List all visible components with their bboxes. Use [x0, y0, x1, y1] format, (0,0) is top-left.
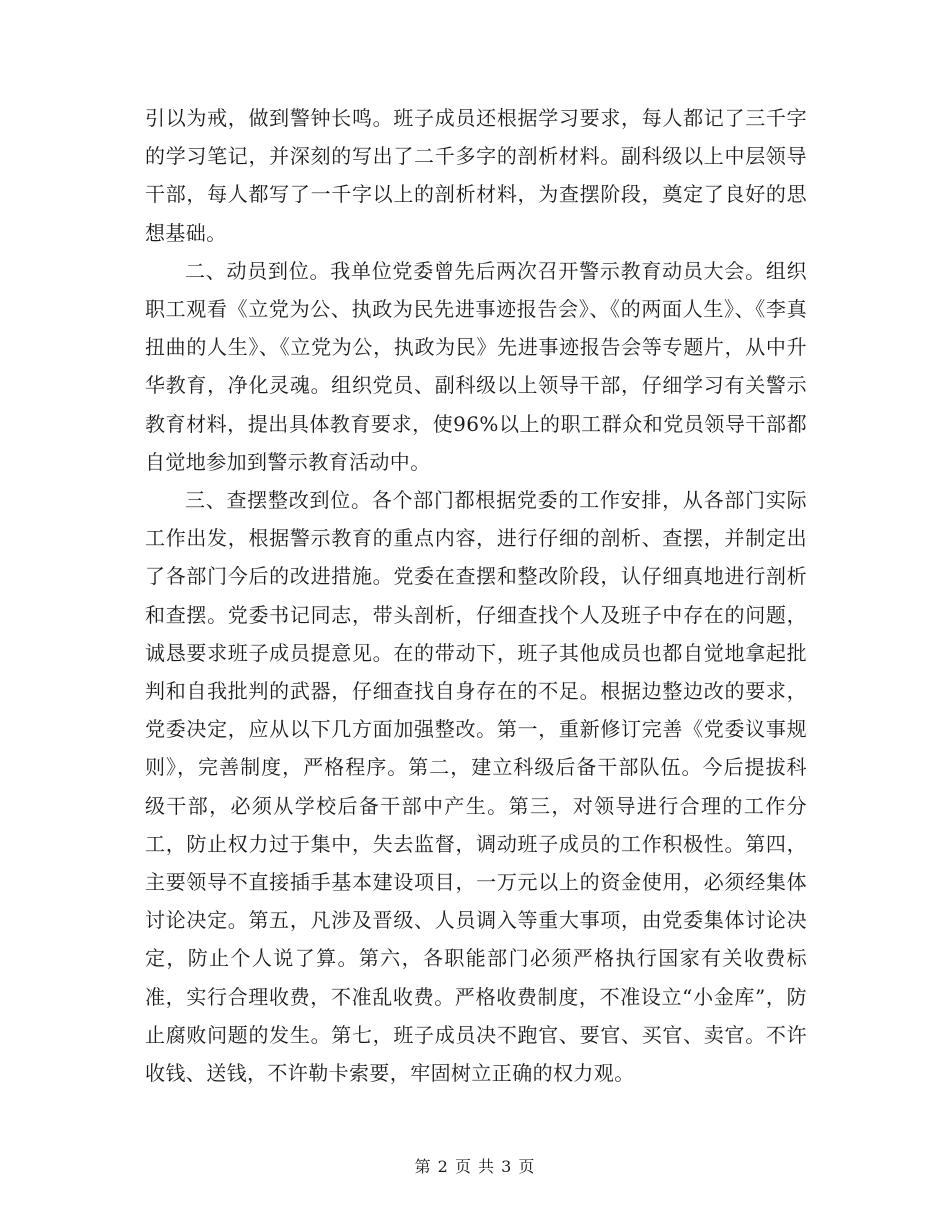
page-footer: 第 2 页 共 3 页: [414, 1157, 536, 1176]
paragraph-rectification: 三、查摆整改到位。各个部门都根据党委的工作安排，从各部门实际工作出发，根据警示教育的重点内容，进行仔细的剖析、查摆，并制定出了各部门今后的改进措施。党委在查摆和整改阶段，认仔细真地进行剖析和查摆。党委书记同志，带头剖析，仔细查找个人及班子中存在的问题，诚恳要求班子成员提意见。在的带动下，班子其他成员也都自觉地拿起批判和自我批判的武器，仔细查找自身存在的不足。根据边整边改的要求，党委决定，应从以下几方面加强整改。第一，重新修订完善《党委议事规则》，完善制度，严格程序。第二，建立科级后备干部队伍。今后提拔科级干部，必须从学校后备干部中产生。第三，对领导进行合理的工作分工，防止权力过于集中，失去监督，调动班子成员的工作积极性。第四，主要领导不直接插手基本建设项目，一万元以上的资金使用，必须经集体讨论决定。第五，凡涉及晋级、人员调入等重大事项，由党委集体讨论决定，防止个人说了算。第六，各职能部门必须严格执行国家有关收费标准，实行合理收费，不准乱收费。严格收费制度，不准设立“小金库”，防止腐败问题的发生。第七，班子成员决不跑官、要官、买官、卖官。不许收钱、送钱，不许勒卡索要，牢固树立正确的权力观。: [145, 488, 807, 1086]
paragraph-mobilization: 二、动员到位。我单位党委曾先后两次召开警示教育动员大会。组织职工观看《立党为公、执政为民先进事迹报告会》、《的两面人生》、《李真扭曲的人生》、《立党为公，执政为民》先进事迹报告会等专题片，从中升华教育，净化灵魂。组织党员、副科级以上领导干部，仔细学习有关警示教育材料，提出具体教育要求，使96%以上的职工群众和党员领导干部都自觉地参加到警示教育活动中。: [145, 258, 807, 474]
document-body: [145, 99, 807, 1092]
paragraph-continuation: 引以为戒，做到警钟长鸣。班子成员还根据学习要求，每人都记了三千字的学习笔记，并深刻的写出了二千多字的剖析材料。副科级以上中层领导干部，每人都写了一千字以上的剖析材料，为查摆阶段，奠定了良好的思想基础。: [145, 106, 807, 245]
